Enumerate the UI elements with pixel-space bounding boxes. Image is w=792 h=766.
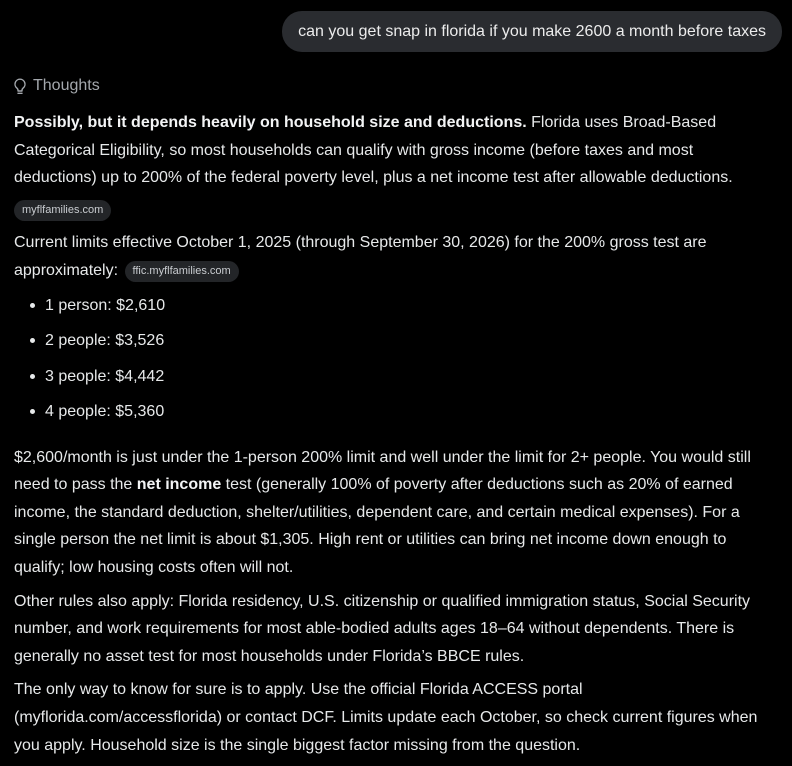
source-chip-ffic[interactable]: ffic.myflfamilies.com xyxy=(125,261,239,282)
assistant-answer xyxy=(14,109,778,759)
list-item: 4 people: $5,360 xyxy=(14,398,778,434)
answer-paragraph-other-rules: Other rules also apply: Florida residency, U.S. citizenship or qualified immigration status, Social Security number, and work requirements for most able-bodied adults ages 18–64 without dependents. There is generally no asset test for most households under Florida’s BBCE rules. xyxy=(14,592,751,665)
list-item: 1 person: $2,610 xyxy=(14,292,778,328)
net-income-text-before: $2,600/month is just under the 1-person 200% limit and well under the limit for 2+ people. You would still need to pass the xyxy=(14,448,751,494)
answer-paragraph-net-income xyxy=(14,444,778,582)
source-chip-myflfamilies[interactable]: myflfamilies.com xyxy=(14,200,111,221)
answer-paragraph-apply: The only way to know for sure is to apply. Use the official Florida ACCESS portal (myflorida.com/accessflorida) or contact DCF. Limits update each October, so check current figures when you apply. Household size is the single biggest factor missing from the question. xyxy=(14,681,758,754)
thoughts-label: Thoughts xyxy=(33,77,100,94)
lightbulb-icon xyxy=(13,78,27,95)
user-message-text: can you get snap in florida if you make 2600 a month before taxes xyxy=(298,22,766,40)
income-limits-list xyxy=(14,292,778,434)
answer-intro-text: Florida uses Broad-Based Categorical Eligibility, so most households can qualify with gross income (before taxes and most deductions) up to 200% of the federal poverty level, plus a net income test after allowable deductions. xyxy=(14,114,733,187)
limits-intro-text: Current limits effective October 1, 2025 (through September 30, 2026) for the 200% gross test are approximately: xyxy=(14,234,707,279)
user-message-bubble xyxy=(282,11,782,52)
answer-lead-bold: Possibly, but it depends heavily on household size and deductions. xyxy=(14,114,527,131)
list-item: 2 people: $3,526 xyxy=(14,327,778,363)
net-income-text-after: test (generally 100% of poverty after deductions such as 20% of earned income, the standard deduction, shelter/utilities, dependent care, and certain medical expenses). For a single person the net limit is about $1,305. High rent or utilities can bring net income down enough to qualify; low housing costs often will not. xyxy=(14,476,740,576)
answer-paragraph-intro xyxy=(14,109,778,192)
answer-paragraph-limits-intro xyxy=(14,229,778,284)
thoughts-toggle[interactable] xyxy=(13,77,100,95)
net-income-bold: net income xyxy=(136,476,222,494)
list-item: 3 people: $4,442 xyxy=(14,363,778,399)
